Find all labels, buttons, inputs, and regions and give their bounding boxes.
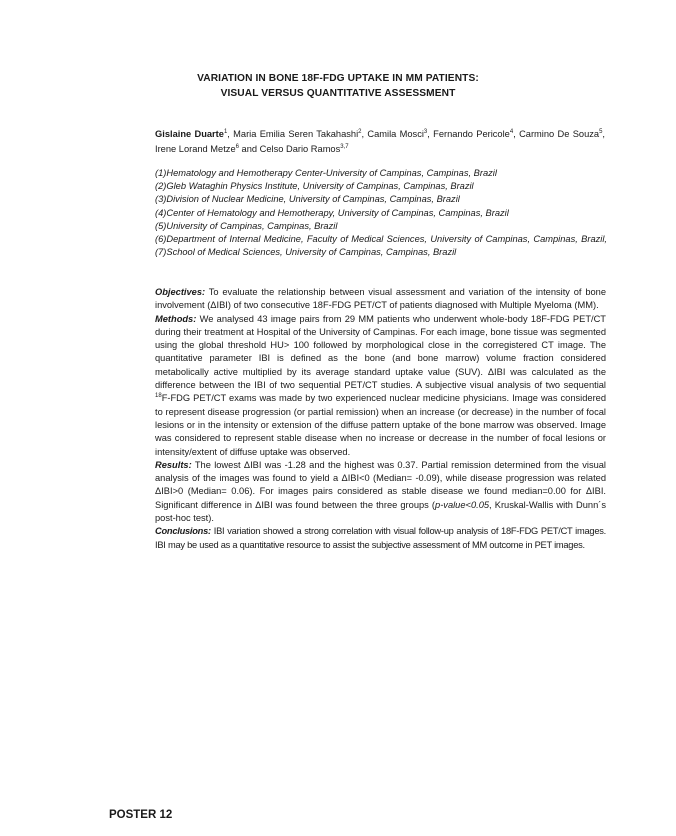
affiliation-item: (2)Gleb Wataghin Physics Institute, University of Campinas, Campinas, Brazil [155, 181, 474, 192]
conclusions-text: IBI variation showed a strong correlation with visual follow-up analysis of 18F-FDG PET/CT images. IBI may be used as a quantitative resource to assist the subjective assessment of MM outcome in PET images. [155, 526, 606, 550]
conclusions-paragraph [155, 525, 606, 552]
author-name: Maria Emilia Seren Takahashi [233, 129, 359, 139]
author-affiliation-ref: 3,7 [340, 143, 349, 150]
isotope-superscript: 18 [155, 393, 162, 400]
results-text: , Kruskal-Wallis with Dunn´s post-hoc test). [155, 499, 606, 524]
author-affiliation-ref: 6 [235, 143, 239, 150]
affiliation-item: (4)Center of Hematology and Hemotherapy, University of Campinas, Campinas, Brazil [155, 207, 509, 218]
author-affiliation-ref: 4 [509, 128, 514, 135]
title-line-1: VARIATION IN BONE 18F-FDG UPTAKE IN MM PATIENTS: [197, 73, 479, 84]
author-list: Gislaine Duarte$^1$, Maria Emilia Seren Takahashi$^2$, Camila Mosci$^3$, Fernando Pericole$^4$, Carmino De Souza$^5$, Irene Lorand Metze$^6$ and Celso Dario Ramos$^{3,7}$ [155, 128, 606, 154]
author-name: Fernando Pericole [433, 129, 510, 139]
methods-text: We analysed 43 image pairs from 29 MM patients who underwent whole-body 18F-FDG PET/CT during their treatment at Hospital of the University of Campinas. For each image, bone tissue was segmented using the global threshold HU> 100 followed by morphological close in the corregistered CT image. The quantitative parameter IBI is defined as the bone (and bone marrow) volume fraction considered metabolically active multiplied by its average standard uptake value (SUV). ΔIBI was calculated as the difference between the IBI of two sequential PET/CT studies. A subjective visual analysis of two sequential [155, 313, 606, 391]
results-paragraph [155, 459, 606, 525]
conclusions-heading: Conclusions: [155, 526, 211, 537]
author-affiliation-ref: 2 [358, 128, 362, 135]
affiliation-item: (5)University of Campinas, Campinas, Brazil [155, 220, 338, 231]
affiliation-item: (1)Hematology and Hemotherapy Center-University of Campinas, Campinas, Brazil [155, 168, 497, 178]
author-name: Celso Dario Ramos [259, 143, 341, 154]
poster-label: POSTER 12 [109, 809, 173, 821]
affiliation-item: (6)Department of Internal Medicine, Faculty of Medical Sciences, University of Campinas, Campinas, Brazil, (7)School of Medical Sciences, University of Campinas, Campinas, Brazil [155, 234, 607, 258]
objectives-text: To evaluate the relationship between visual assessment and variation of the intensity of bone involvement (ΔIBI) of two consecutive 18F-FDG PET/CT of patients diagnosed with Multiple Myeloma (MM). [155, 287, 606, 311]
affiliation-list [155, 167, 607, 259]
author-affiliation-ref: 3 [423, 128, 428, 135]
author-name: Gislaine Duarte [155, 129, 224, 139]
title-line-2: VISUAL VERSUS QUANTITATIVE ASSESSMENT [220, 88, 456, 99]
author-name: Camila Mosci [367, 129, 424, 139]
methods-text: F-FDG PET/CT exams was made by two experienced nuclear medicine physicians. Image was considered to represent disease progression (or partial remission) when an increase (or decrease) in the number of focal lesions or in the intensity or extension of the diffuse pattern uptake of the bone marrow was observed. Image was considered to represent stable disease when no increase or decrease in the number of focal lesions or intensity/extent of diffuse uptake was observed. [155, 393, 606, 457]
results-heading: Results: [155, 459, 192, 470]
author-affiliation-ref: 5 [599, 128, 603, 135]
objectives-heading: Objectives: [155, 287, 206, 297]
paper-title [150, 71, 526, 101]
abstract-body [155, 286, 606, 552]
objectives-paragraph [155, 286, 606, 313]
p-value-text: p-value<0.05 [435, 499, 490, 510]
affiliation-item: (3)Division of Nuclear Medicine, University of Campinas, Campinas, Brazil [155, 194, 460, 205]
methods-paragraph [155, 313, 606, 459]
methods-heading: Methods: [155, 313, 197, 324]
author-name: Carmino De Souza [519, 129, 600, 139]
author-name: Irene Lorand Metze [155, 143, 236, 154]
author-affiliation-ref: 1 [223, 128, 228, 135]
results-text: The lowest ΔIBI was -1.28 and the highest was 0.37. Partial remission determined from the visual analysis of the images was found to yield a ΔIBI<0 (Median= -0.09), while disease progression was related ΔIBI>0 (Median= 0.06). For images pairs considered as stable disease we found median=0.00 for ΔIBI. Significant difference in ΔIBI was found between the three groups ( [155, 459, 606, 510]
